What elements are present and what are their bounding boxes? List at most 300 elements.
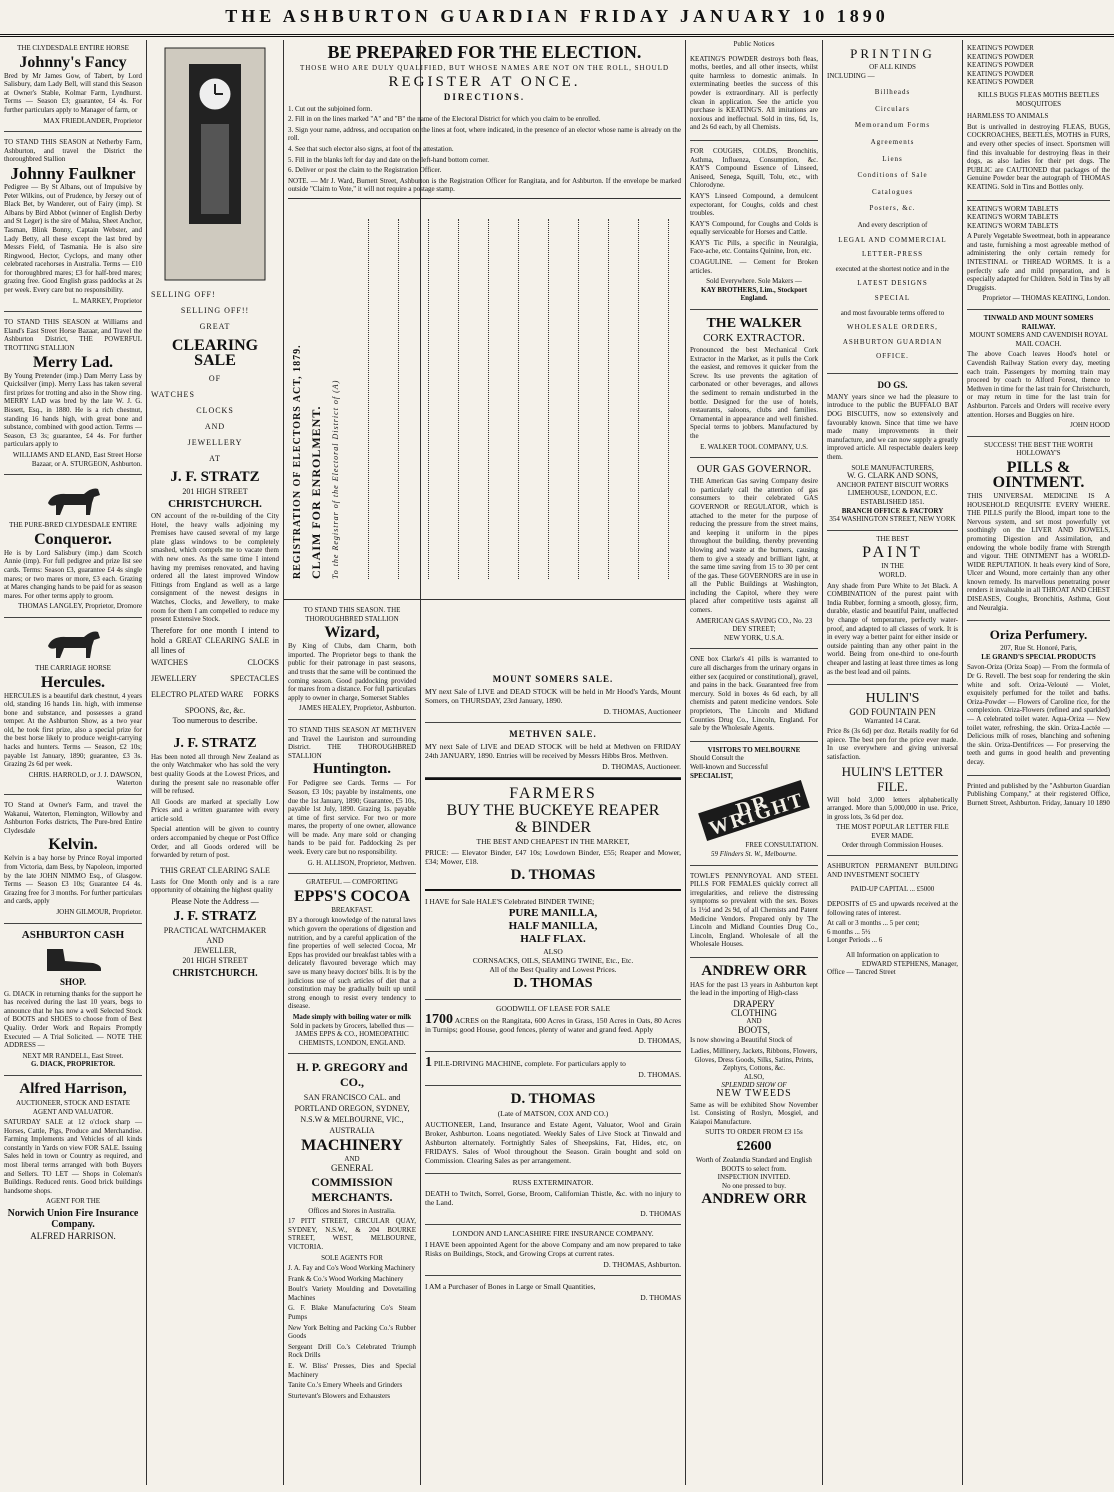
ad-alfred-harrison	[4, 1076, 142, 1247]
ad-signature: AMERICAN GAS SAVING CO., No. 23 DEY STREET;	[695, 616, 813, 634]
ad-epps-cocoa	[288, 874, 416, 1054]
section-kicker: Public Notices	[733, 40, 775, 48]
ad-title: Kelvin.	[48, 836, 98, 854]
clearing-body: ON account of the re-building of the City Hotel, the heavy walls adjoining my Premises have caused several of my large plate glass windows to be completely smashed, which compels me to vacate them with new ones. As the same time I intend having my premises renovated, and having ordered all the latest improved Window Fittings from England as well as a large consignment of the newest designs in Watches, Clocks, and Jewellery, to make room for them I am compelled to reduce my present Extensive Stock.	[151, 512, 279, 624]
direction-item: NOTE. — Mr J. Ward, Burnett Street, Ashburton is the Registration Officer for Rangitata, and for Ashburton. If the envelope be marked outside "Claim to Vote," it will not require a postage stamp.	[288, 176, 681, 194]
ad-conj: ALSO	[543, 947, 563, 956]
ad-signature: D. THOMAS	[510, 867, 596, 883]
form-heading: REGISTRATION OF ELECTORS ACT, 1879.	[292, 344, 303, 579]
ad-body: A Purely Vegetable Sweetmeat, both in appearance and taste, furnishing a most agreeable method of administering the only certain remedy for INTESTINAL or THREAD WORMS. It is a perfectly safe and mild preparation, and is especially adapted for Children. Sold in Tins by all Druggists.	[967, 232, 1110, 292]
ad-title: ANDREW ORR	[701, 962, 807, 979]
stock-item: FORKS	[253, 689, 279, 699]
ad-note: All of the Best Quality and Lowest Prices.	[489, 965, 617, 974]
ad-signature: D. THOMAS, Auctioneer.	[602, 762, 681, 771]
rate-line: At call or 3 months ... 5 per cent;	[827, 919, 920, 928]
ad-body: DEATH to Twitch, Sorrel, Gorse, Broom, Californian Thistle, &c. with no injury to the Land.	[425, 1189, 681, 1207]
stratz-city: CHRISTCHURCH.	[172, 968, 258, 980]
ad-railway-coach	[967, 310, 1110, 437]
ad-signature: D. THOMAS	[640, 1209, 681, 1218]
stock-line	[151, 674, 279, 684]
ad-paint	[827, 531, 958, 685]
ad-lead: I HAVE for Sale HALE'S Celebrated BINDER TWINE;	[425, 897, 595, 906]
ad-body: Kelvin is a bay horse by Prince Royal imported from Victoria, dam Bess, by Napoleon, imported by the late JOHN NIMMO Esq., of Glasgow. Terms — Season £3 10s; Guarantee £4 4s. Grazing free for 3 months. For further particulars and cards, apply	[4, 854, 143, 906]
ad-title: MOUNT SOMERS SALE.	[492, 674, 614, 684]
ad-note: Offices and Stores in Australia.	[308, 1206, 396, 1215]
ad-body: DEPOSITS of £5 and upwards received at the following rates of interest.	[827, 900, 958, 917]
ad-title: Hercules.	[40, 673, 106, 691]
directions-title: DIRECTIONS.	[443, 91, 526, 102]
form-line[interactable]	[488, 219, 489, 579]
ad-title: Conqueror.	[34, 530, 112, 548]
clock-shop-illustration	[155, 44, 275, 284]
form-line[interactable]	[518, 219, 519, 579]
great-label: GREAT	[199, 322, 231, 331]
keatings-line: KEATING'S POWDER	[967, 78, 1034, 87]
ad-line: and most favourable terms offered to	[840, 308, 945, 317]
twine-line: HALF MANILLA,	[508, 920, 598, 932]
orr-line: SUITS TO ORDER FROM £3 15s	[705, 1128, 803, 1137]
ad-title: VISITORS TO MELBOURNE	[707, 745, 801, 754]
ad-title: D. THOMAS	[510, 1091, 596, 1107]
ad-conj: AND	[746, 1017, 762, 1026]
ad-agent: AGENT FOR THE	[45, 1197, 101, 1206]
ad-body: Price 8s (3s 6d) per doz. Retails readily for 6d apiece. The best pen for the price ever made. In use everywhere and giving universal satisfaction.	[827, 727, 958, 762]
clocks-label: CLOCKS	[196, 406, 234, 415]
ad-title: Merry Lad.	[33, 353, 113, 371]
ad-body: He is by Lord Salisbury (imp.) dam Scotch Annie (imp). For full pedigree and prize list see cards. Terms: Season £3, guarantee £4 4s single mares; or two mares or more, £3 each. Grazing at Mares changing hands to be paid for as season mares. For other terms apply to groom.	[4, 548, 142, 600]
imprint	[967, 776, 1110, 816]
ad-body: By Young Pretender (imp.) Dam Merry Lass by Quicksilver (imp). Merry Lass has taken several first prizes for trotting and also in the Show ring. MERRY LAD was bred by the late W. J. G. Bissett, Esq., in 1880. He is a rich chestnut, standing 16 hands high, with great bone and substance, combined with good action. Terms — Season, £3 3s; guarantee, £4 4s. For further particulars apply to	[4, 371, 142, 449]
ad-title: Huntington.	[313, 761, 391, 778]
ad-line: ASHBURTON GUARDIAN	[842, 337, 943, 346]
ad-body: Any shade from Pure White to Jet Black. A COMBINATION of the purest paint with India Rubber, forming a smooth, glossy, firm, durable, elastic and beautiful Paint, unaffected by change of temperature, perfectly water-proof, and adapted to all classes of work. It is in every way a better paint for either inside or outside painting than any other paint in the world. Being from one-third to one-fourth cheaper and lasting at least three times as long as the best lead and oil paints.	[827, 581, 958, 676]
agency-item: New York Belting and Packing Co.'s Rubber Goods	[288, 1323, 416, 1341]
ad-title: RUSS EXTERMINATOR.	[512, 1178, 594, 1187]
print-item: Posters, &c.	[869, 204, 916, 213]
worm-line: KEATING'S WORM TABLETS	[967, 221, 1059, 230]
ad-worm-tablets	[967, 201, 1110, 311]
column-1	[0, 40, 146, 1485]
stratz-body: Has been noted all through New Zealand as the only Watchmaker who has sold the very best quality Goods at the Lowest Prices, and during the present sale no reasonable offer will be refused.	[151, 752, 279, 796]
ad-signature: G. H. ALLISON, Proprietor, Methven.	[307, 858, 416, 867]
ad-line: IN THE	[881, 562, 904, 571]
ad-line: OFFICE.	[876, 352, 909, 361]
ad-body: TOWLE'S PENNYROYAL AND STEEL PILLS FOR FEMALES quickly correct all irregularities, and relieve the distressing symptoms so prevalent with the sex. Boxes 1s 1½d and 2s 9d, of all Chemists and Patent Medicine Vendors. Prepared only by The Lincoln and Midland Counties Drug Co., Lincoln, England. Wholesale of all the Wholesale Houses.	[690, 871, 818, 949]
ad-body: MANY years since we had the pleasure to introduce to the public the BUFFALO BAT DOG BISCUITS, now so extensively and favourably known. Since that time we have made many improvements in their manufacture, and we can now supply a greatly improved article. All respectable dealers keep them.	[827, 392, 958, 462]
ad-body: THE American Gas saving Company desire to particularly call the attention of gas consumers to their celebrated GAS GOVERNOR or REGULATOR, which is attached to the meter for the purpose of reducing the pressure from the street mains, and keeping it uniform in the pipes throughout the building, thereby preventing blowing and waste at the burners, causing them to give a steady and brilliant light, at the same time saving from 15 to 30 per cent of the gas. These GOVERNORS are in use in all the Public Buildings at Washington, including the Capitol, where they were placed after competitive tests against all comers.	[690, 477, 818, 615]
stratz-name: J. F. STRATZ	[173, 735, 257, 751]
ad-merry-lad	[4, 312, 142, 475]
ad-line: LETTER-PRESS	[861, 250, 923, 259]
at-label: AT	[209, 454, 221, 463]
ad-signature: G. DIACK, PROPRIETOR.	[30, 1060, 116, 1069]
ad-body: AUCTIONEER, Land, Insurance and Estate Agent, Valuator, Wool and Grain Broker, Ashburton. Loans negotiated. Weekly Sales of Live Stock at Tinwald and Ashburton alternately. Fortnightly Sales of Sheepskins, Fat, Hides, etc, on FRIDAYS. Sales of Wool throughout the Season. Grain bought and sold on Commission. Clearing Sales as per arrangement.	[425, 1120, 681, 1165]
ad-line: LEGAL AND COMMERCIAL	[838, 235, 947, 244]
agency-item: Sturtevant's Blowers and Exhausters	[288, 1391, 391, 1400]
ad-subtitle: GOD FOUNTAIN PEN	[849, 707, 936, 718]
ad-line: SPECIAL	[874, 293, 911, 302]
ad-cities: SAN FRANCISCO CAL. and PORTLAND OREGON, SYDNEY, N.S.W & MELBOURNE, VIC., AUSTRALIA	[294, 1093, 410, 1136]
keatings-line: HARMLESS TO ANIMALS	[967, 112, 1049, 121]
ad-signature: JOHN HOOD	[1070, 421, 1110, 430]
direction-item: 3. Sign your name, address, and occupation on the lines at foot, where indicated, in the presence of an elector whose name is already on the roll.	[288, 125, 681, 143]
form-line[interactable]	[548, 219, 549, 579]
ad-line: LATEST DESIGNS	[857, 279, 928, 288]
ad-title: FARMERS	[509, 785, 597, 802]
ad-address: 59 Flinders St. W., Melbourne.	[710, 849, 798, 858]
ad-subtitle: THE BEST AND CHEAPEST IN THE MARKET,	[476, 837, 630, 846]
form-line[interactable]	[608, 219, 609, 579]
rate-line: 6 months ... 5½	[827, 927, 871, 936]
orr-line: SPLENDID SHOW OF	[721, 1081, 787, 1090]
ad-kicker: SUCCESS! THE BEST THE WORTH	[984, 440, 1093, 449]
ad-body: G. DIACK in returning thanks for the support he has received during the last 10 years, begs to announce that he has now a well Selected Stock of BOOTS and SHOES to choose from of Best Quality. Order Work and Repairs Promptly Executed — A Trial Solicited. — NOTE THE ADDRESS —	[4, 989, 142, 1050]
ad-line: WORLD.	[878, 570, 907, 579]
ad-address: 17 PITT STREET, CIRCULAR QUAY, SYDNEY, N.S.W., & 204 BOURKE STREET, WEST, MELBOURNE, VICTORIA.	[288, 1217, 416, 1251]
of-label: OF	[208, 374, 222, 383]
ad-title: Alfred Harrison,	[19, 1080, 127, 1097]
ad-signature: JAMES HEALEY, Proprietor, Ashburton.	[298, 704, 416, 713]
print-item: Conditions of Sale	[857, 171, 928, 180]
ad-hercules	[4, 618, 142, 795]
selling-off-2: SELLING OFF!!	[180, 306, 250, 315]
ad-dr-wright	[690, 742, 818, 866]
ad-gregory	[288, 1054, 416, 1408]
ad-signature: CHRIS. HARROLD, or J. J. DAWSON, Waterton	[28, 770, 142, 788]
stock-item: SPECTACLES	[230, 673, 279, 683]
column-5	[686, 40, 822, 1485]
ad-subtitle: (Late of MATSON, COX AND CO.)	[497, 1109, 609, 1118]
stratz-body: Lasts for One Month only and is a rare opportunity of obtaining the highest quality	[151, 877, 279, 895]
keatings-line: KEATING'S POWDER	[967, 69, 1034, 78]
ad-prices: PRICE: — Elevator Binder, £47 10s; Lowdown Binder, £55; Reaper and Mower, £34; Mower, £18.	[425, 848, 681, 866]
ad-kelvin	[4, 795, 142, 924]
stock-item: JEWELLERY	[151, 673, 197, 683]
ad-johnnys-fancy	[4, 40, 142, 132]
keatings-line: KEATING'S POWDER	[967, 52, 1034, 61]
ad-body: HERCULES is a beautiful dark chestnut, 4 years old, standing 16 hands 1in. high, with immense bone and substance, and possesses a grand temper. At the Ashburton Show, as a two year old, he took first prize, also a special prize for the best horse likely to produce weight-carrying hacks and hunters. Terms — Season, £2 10s; payable 1st January, 1890; guarantee, £3 3s. Grazing 2s 6d per week.	[4, 691, 142, 769]
keatings-kills: KILLS BUGS FLEAS MOTHS BEETLES MOSQUITOES	[977, 90, 1100, 108]
selling-off-1: SELLING OFF!	[151, 290, 216, 299]
remedy-item: COAGULINE. — Cement for Broken articles.	[690, 258, 818, 275]
ad-title: DO GS.	[877, 379, 908, 390]
form-line[interactable]	[398, 219, 399, 579]
column-2	[147, 40, 283, 1485]
ad-line: INCLUDING —	[827, 71, 875, 80]
ad-subtitle: AUCTIONEER, STOCK AND ESTATE AGENT AND VALUATOR.	[15, 1098, 131, 1116]
ad-line: executed at the shortest notice and in the	[835, 264, 950, 273]
ad-hulins	[827, 685, 958, 856]
worm-line: KEATING'S WORM TABLETS	[967, 213, 1059, 222]
ad-title: OUR GAS GOVERNOR.	[696, 463, 812, 476]
ad-signature: JOHN GILMOUR, Proprietor.	[56, 907, 142, 916]
ad-title: ASHBURTON PERMANENT BUILDING AND INVESTMENT SOCIETY	[827, 862, 958, 879]
ad-signature: L. MARKEY, Proprietor	[72, 296, 142, 305]
column-4	[421, 602, 685, 1485]
ad-signature: W. G. CLARK AND SONS,	[846, 471, 939, 481]
masthead	[0, 0, 1114, 37]
ad-note: Sold Everywhere. Sole Makers —	[706, 277, 802, 286]
ad-address: Office — Tancred Street	[827, 968, 896, 977]
stratz-city: CHRISTCHURCH.	[168, 498, 262, 510]
ad-title: Johnny's Fancy	[19, 53, 127, 71]
direction-item: 2. Fill in on the lines marked "A" and "B" the name of the Electoral District for which you claim to be enrolled.	[288, 115, 601, 124]
ad-line: Well-known and Successful	[690, 762, 768, 771]
ad-lead: TO STAND THIS SEASON at Netherby Farm, Ashburton, and travel the District the thoroughbred Stallion	[4, 138, 142, 164]
stock-item: WATCHES	[151, 657, 188, 667]
stock-item: ELECTRO PLATED WARE	[151, 689, 244, 699]
orr-line: No one pressed to buy.	[722, 1181, 786, 1190]
ad-d-thomas	[425, 1086, 681, 1174]
boot-icon	[41, 945, 105, 973]
ad-subtitle: MOUNT SOMERS AND CAVENDISH ROYAL MAIL COACH.	[969, 331, 1108, 348]
ad-kay-brothers	[690, 141, 818, 310]
direction-item: 4. See that such elector also signs, at foot of the attestation.	[288, 144, 454, 153]
ad-subtitle: OF ALL KINDS	[869, 63, 916, 71]
ad-body: I AM a Purchaser of Bones in Large or Small Quantities,	[425, 1282, 596, 1291]
ad-body: ACRES on the Rangitata, 600 Acres in Grass, 150 Acres in Oats, 80 Acres in Turnips; good House, good fences, plenty of water and grand feed. Apply	[425, 1016, 681, 1034]
ad-note: SOLE MANUFACTURERS,	[851, 463, 934, 472]
ad-subtitle: BREAKFAST.	[331, 905, 373, 914]
election-title: BE PREPARED FOR THE ELECTION.	[327, 42, 642, 62]
orr-line: DRAPERY	[733, 999, 775, 1010]
direction-item: 1. Cut out the subjoined form.	[288, 104, 373, 113]
ad-body: PILE-DRIVING MACHINE, complete. For particulars apply to	[433, 1059, 626, 1068]
ad-gas-governor	[690, 458, 818, 649]
ad-address: 354 WASHINGTON STREET, NEW YORK	[829, 515, 956, 524]
ad-heading: GENERAL	[331, 1162, 373, 1173]
ad-line: PAID-UP CAPITAL ... £5000	[850, 885, 935, 894]
ad-subtitle: SHOP.	[60, 976, 86, 987]
note-address: Please Note the Address —	[171, 897, 259, 907]
ad-binder-twine	[425, 891, 681, 1000]
ad-body: By King of Clubs, dam Charm, both imported. The Proprietor begs to thank the public for their patronage in past seasons, and trusts that the same will be continued the coming season. Good paddocking provided for mares from a distance. For full particulars apply to owner in charge, Somerset Stables	[288, 642, 416, 702]
ad-title: Johnny Faulkner	[10, 163, 136, 183]
ad-signature: D. THOMAS, Ashburton.	[603, 1260, 681, 1269]
this-great-line: THIS GREAT CLEARING SALE	[160, 865, 270, 875]
ad-methven-sale	[425, 723, 681, 778]
election-subtitle: REGISTER AT ONCE.	[388, 73, 581, 90]
print-item: Memorandum Forms	[854, 121, 931, 130]
ad-title: PRINTING	[850, 46, 935, 61]
jewellery-label: JEWELLERY	[187, 438, 243, 447]
form-heading: CLAIM FOR ENROLMENT.	[309, 405, 323, 579]
orr-line: NEW TWEEDS	[716, 1088, 792, 1099]
stratz-name: J. F. STRATZ	[173, 909, 257, 925]
ad-note: Made simply with boiling water or milk	[292, 1012, 412, 1021]
ad-line: WHOLESALE ORDERS,	[847, 323, 938, 332]
ad-body: Is now showing a Beautiful Stock of	[690, 1036, 793, 1045]
remedy-item: FOR COUGHS, COLDS, Bronchitis, Asthma, Influenza, Consumption, &c. KAY'S Compound Essence of Linseed, Aniseed, Senega, Squill, Tolu, etc., with Chlorodyne.	[690, 146, 818, 190]
rate-line: Longer Periods ... 6	[827, 936, 883, 945]
ad-title: Oriza Perfumery.	[989, 627, 1088, 643]
ad-title: & BINDER	[515, 819, 591, 836]
ad-conqueror	[4, 475, 142, 618]
ad-signature: THOMAS LANGLEY, Proprietor, Dromore	[18, 602, 142, 611]
ad-body: MY next Sale of LIVE and DEAD STOCK will be held at Methven on FRIDAY 24th JANUARY, 1890. Entries will be received by Messrs Hibbs Bros. Methven.	[425, 742, 681, 760]
stock-item: CLOCKS	[247, 657, 279, 667]
agency-item: G. F. Blake Manufacturing Co's Steam Pumps	[288, 1304, 416, 1322]
stock-line	[151, 658, 279, 668]
ad-body: BY a thorough knowledge of the natural laws which govern the operations of digestion and nutrition, and by a careful application of the fine properties of well selected Cocoa, Mr Epps has provided our breakfast tables with a delicately flavoured beverage which may save us many heavy doctors' bills. It is by the judicious use of such articles of diet that a constitution may be gradually built up until strong enough to resist every tendency to disease.	[288, 916, 416, 1011]
ad-body: KEATING'S POWDER destroys both fleas, moths, beetles, and all other insects, whilst quite harmless to domestic animals. In exterminating beetles the success of this powder is extraordinary. All is perfectly clean in application. See the article you purchase is KEATING'S. All imitations are noxious and ineffectual. Sold in tins, 6d, 1s, and 2s 6d each, by all Chemists.	[690, 54, 818, 132]
ad-holloway	[967, 437, 1110, 622]
ad-line: And every description of	[857, 220, 928, 229]
ad-address: ANCHOR PATENT BISCUIT WORKS LIMEHOUSE, LONDON, E.C. ESTABLISHED 1851.	[836, 480, 949, 506]
ad-title: BUY THE BUCKEYE REAPER	[446, 802, 660, 819]
ad-body: Pedigree — By St Albans, out of Impulsive by Peter Wilkins, out of Prudence, by Jersey out of Black Bet, by Wanderer, out of Fairy (imp). St Albans by Bird Abbot (winner of English Derby and St Leger) is the sire of Malua, Sheet Anchor, Tasman, Blink Bonny, Captain Webster, and Lady Betty, all these except the last bred by Messrs Field, of Tasmania. He is also sire Ringwood, Hector, Cyclops, and many other celebrated racehorses in Australia. Terms — £10 for thoroughbred mares; £3 for half-bred mares; grazing free. Good English grass paddocks at 2s per week. Every care but no responsibility.	[4, 182, 142, 295]
ad-address: NEXT MR RANDELL, East Street.	[22, 1051, 124, 1060]
ad-body: I HAVE been appointed Agent for the above Company and am now prepared to take Risks on Buildings, Stock, and Growing Crops at current rates.	[425, 1240, 681, 1258]
ad-note: All Information on application to	[846, 950, 939, 959]
ad-note: SOLE AGENTS FOR	[321, 1253, 383, 1262]
worm-line: KEATING'S WORM TABLETS	[967, 204, 1059, 213]
ad-building-society	[827, 856, 958, 983]
ad-signature: EDWARD STEPHENS, Manager,	[861, 959, 958, 968]
ad-note: Warranted 14 Carat.	[864, 716, 921, 725]
ad-signature: D. THOMAS	[640, 1293, 681, 1302]
form-line[interactable]	[368, 219, 369, 579]
agency-item: Frank & Co.'s Wood Working Machinery	[288, 1274, 404, 1283]
keatings-line: KEATING'S POWDER	[967, 44, 1034, 52]
stratz-trade: JEWELLER,	[193, 946, 237, 956]
ad-bones	[425, 1276, 681, 1308]
agency-item: Sergeant Drill Co.'s Celebrated Triumph Rock Drills	[288, 1342, 416, 1360]
ad-andrew-orr	[690, 958, 818, 1215]
ad-mount-somers-sale	[425, 602, 681, 723]
numerous-line: Too numerous to describe.	[172, 715, 258, 725]
stratz-body: Special attention will be given to country orders accompanied by cheque or Post Office Order, and all Goods ordered will be forwarded by return of post.	[151, 825, 279, 860]
remedy-item: KAY'S Linseed Compound, a demulcent expectorant, for Coughs, colds and chest troubles.	[690, 191, 818, 218]
ad-goodwill	[425, 1000, 681, 1052]
orr-line: INSPECTION INVITED.	[717, 1173, 791, 1182]
ad-note: Sold in packets by Grocers, labelled thus —	[290, 1021, 414, 1030]
stock-line	[151, 690, 279, 700]
print-item: Catalogues	[871, 187, 914, 196]
ad-signature: D. THOMAS, Auctioneer	[603, 707, 681, 716]
direction-item: 5. Fill in the blanks left for day and date on the left-hand bottom corner.	[288, 155, 490, 164]
ad-walker-extractor	[690, 310, 818, 458]
ad-insurance: Norwich Union Fire Insurance Company.	[7, 1208, 139, 1231]
twine-line: CORNSACKS, OILS, SEAMING TWINE, Etc., Etc.	[472, 956, 634, 965]
acreage-number: 1700	[425, 1012, 453, 1027]
ad-body: Same as will be exhibited Show November 1st. Consisting of Roslyn, Mosgiel, and Kaiapoi Manufacture.	[690, 1100, 818, 1126]
ad-conj: AND	[344, 1155, 360, 1164]
form-line[interactable]	[458, 219, 459, 579]
ad-subtitle: LE GRAND'S SPECIAL PRODUCTS	[981, 652, 1096, 661]
election-notice	[284, 40, 685, 600]
ad-kicker: THE CARRIAGE HORSE	[35, 663, 111, 672]
ad-title: THE WALKER	[706, 316, 802, 332]
and-label: AND	[206, 936, 224, 946]
ad-exterminator	[425, 1174, 681, 1225]
column-3	[284, 602, 420, 1485]
ad-wizard	[288, 602, 416, 720]
clearing-body-2: Therefore for one month I intend to hold a GREAT CLEARING SALE in all lines of	[151, 625, 279, 655]
ad-title: H. P. GREGORY and CO.,	[296, 1060, 408, 1090]
ad-line: THE BEST	[876, 534, 909, 543]
ad-body: Savon-Oriza (Oriza Soap) — From the formula of Dr G. Revell. The best soap for rendering the skin white and soft. Oriza-Velouté — Violet, exquisitely perfumed for the toilet and baths. Oriza-Powder — Flowers of Caroline rice, for the complexion. Oriza-Flowers (refined and sparkled) — A celebrated toilet water. Aqua-Oriza — New toilet water, refreshing, the skin. Oriza-Lactée — Delicious milk of roses, blanching and softening the skin. Oriza-Dentifrices — For preserving the teeth and gums in good health and preventing decay.	[967, 663, 1110, 766]
ad-body: ONE box Clarke's 41 pills is warranted to cure all discharges from the urinary organs in either sex (acquired or constitutional), gravel, and pains in the back. Guaranteed free from mercury. Sold in boxes 4s 6d each, by all chemists and patent medicine vendors. Sole proprietors, The Lincoln and Midland Counties Drug Co., Lincoln, England. For sale by the Wholesale Agents.	[690, 655, 818, 733]
ad-dog-biscuits	[827, 374, 958, 531]
form-line[interactable]	[578, 219, 579, 579]
ad-line: SPECIALIST,	[690, 771, 733, 780]
direction-item: 6. Deliver or post the claim to the Registration Officer.	[288, 166, 442, 175]
print-item: Circulars	[875, 104, 910, 113]
masthead-title: THE ASHBURTON GUARDIAN FRIDAY JANUARY 10 1890	[225, 6, 889, 26]
ad-title: Wizard,	[324, 624, 380, 642]
ad-keatings-powder	[690, 49, 818, 141]
ad-lead: TO STAND THIS SEASON. THE THOROUGHBRED STALLION	[303, 606, 401, 623]
ad-signature: MAX FRIEDLANDER, Proprietor	[43, 116, 142, 125]
ad-johnny-faulkner	[4, 132, 142, 312]
ad-body: The above Coach leaves Hood's hotel or Cavendish Railway Station every day, meeting each train. Passengers by morning train may proceed by coach to Alford Forest, thence to Methven in time for the last train for Christchurch, or may return in time for the last train for Ashburton. Parcels and Orders will receive every attention. Horses and Buggies on hire.	[967, 350, 1110, 419]
form-registrar-line: To the Registrar of the Electoral District of (A)	[331, 379, 340, 579]
ad-body: But is unrivalled in destroying FLEAS, BUGS, COCKROACHES, BEETLES, MOTHS in FURS, and every other species of insect. Sportsmen will find this invaluable for destroying fleas in their dogs, as also ladies for their pet dogs. The PUBLIC are CAUTIONED that packages of the Genuine Powder bear the autograph of THOMAS KEATING. Sold in Tins and Bottles only.	[967, 122, 1110, 191]
form-line[interactable]	[638, 219, 639, 579]
ad-title: EPPS'S COCOA	[293, 887, 410, 905]
ad-lead: TO STAND THIS SEASON AT METHVEN and Travel the Lauriston and surrounding District. THE THOROUGHBRED STALLION	[288, 725, 416, 760]
ad-heading: MACHINERY	[301, 1137, 403, 1155]
ad-signature: D. THOMAS.	[638, 1070, 681, 1079]
horse-icon	[38, 626, 108, 660]
ad-line: Should Consult the	[690, 754, 744, 763]
twine-line: HALF FLAX.	[520, 933, 586, 945]
agency-item: Tanite Co.'s Emery Wheels and Grinders	[288, 1381, 403, 1390]
ad-signature: KAY BROTHERS, Lim., Stockport England.	[700, 285, 808, 303]
enrolment-form[interactable]	[288, 198, 681, 589]
print-item: Agreements	[870, 137, 915, 146]
orr-line: BOOTS,	[738, 1024, 770, 1035]
ad-conj: ALSO,	[743, 1072, 765, 1081]
ad-heading: COMMISSION MERCHANTS.	[311, 1174, 393, 1204]
ad-huntington	[288, 720, 416, 874]
ad-title: GOODWILL OF LEASE FOR SALE	[496, 1004, 610, 1013]
ad-title: METHVEN SALE.	[509, 729, 597, 739]
ad-lead: TO STAND THIS SEASON at Williams and Eland's East Street Horse Bazaar, and Travel the Ashburton District, THE POWERFUL TROTTING STALLION	[4, 318, 142, 353]
ad-title: HULIN'S LETTER FILE.	[841, 763, 944, 794]
ad-address: NEW YORK, U.S.A.	[724, 633, 784, 642]
ad-body: Will hold 3,000 letters alphabetically arranged. More than 5,000,000 in use. Price, in gross lots, 3s 6d per doz.	[827, 795, 958, 821]
ad-keatings-kills	[967, 40, 1110, 201]
agency-item: E. W. Bliss' Presses, Dies and Special Machinery	[288, 1362, 416, 1379]
ad-line: HOLLOWAY'S	[1016, 449, 1061, 458]
ad-note: FREE CONSULTATION.	[745, 841, 818, 850]
ad-title: PAINT	[862, 544, 923, 562]
ad-kicker: THE PURE-BRED CLYDESDALE ENTIRE	[9, 521, 137, 530]
ad-buckeye-reaper	[425, 778, 681, 891]
ad-body: MY next Sale of LIVE and DEAD STOCK will be held in Mr Hood's Yards, Mount Somers, on THURSDAY, 23rd January, 1890.	[425, 687, 681, 705]
form-line[interactable]	[428, 219, 429, 579]
keatings-line: KEATING'S POWDER	[967, 61, 1034, 70]
stratz-body: All Goods are marked at specially Low Prices and a written guarantee with every article sold.	[151, 797, 279, 823]
ad-clarkes-pills	[690, 649, 818, 741]
stratz-trade: PRACTICAL WATCHMAKER	[163, 926, 267, 936]
ad-towles-pills	[690, 866, 818, 958]
ad-body: SATURDAY SALE at 12 o'clock sharp — Horses, Cattle, Pigs, Produce and Merchandise. Farming Implements and Vehicles of all kinds constantly in Yards on view FOR SALE. Issuing Sales held in town or Country as required, and most liberal terms arranged with both Buyers and Sellers. TO LET — Shops in Coleman's Buildings. Reduced rents. Good brick buildings handsome shops.	[4, 1118, 142, 1195]
item-number: 1	[425, 1055, 432, 1070]
agency-item: J. A. Fay and Co's Wood Working Machinery	[288, 1264, 415, 1273]
form-line[interactable]	[668, 219, 669, 579]
ad-kicker: THE CLYDESDALE ENTIRE HORSE	[17, 44, 129, 52]
orr-line: Worth of Zealandia Standard and English BOOTS to select from.	[696, 1155, 812, 1173]
ad-title: HULIN'S	[865, 691, 920, 707]
stratz-name: J. F. STRATZ	[170, 469, 260, 485]
ad-kicker: GRATEFUL — COMFORTING	[306, 878, 398, 887]
remedy-item: KAY'S Compound, for Coughs and Colds is equally serviceable for Horses and Cattle.	[690, 219, 818, 237]
specialist-name: DR WRIGHT	[698, 780, 810, 841]
ad-printing	[827, 40, 958, 374]
